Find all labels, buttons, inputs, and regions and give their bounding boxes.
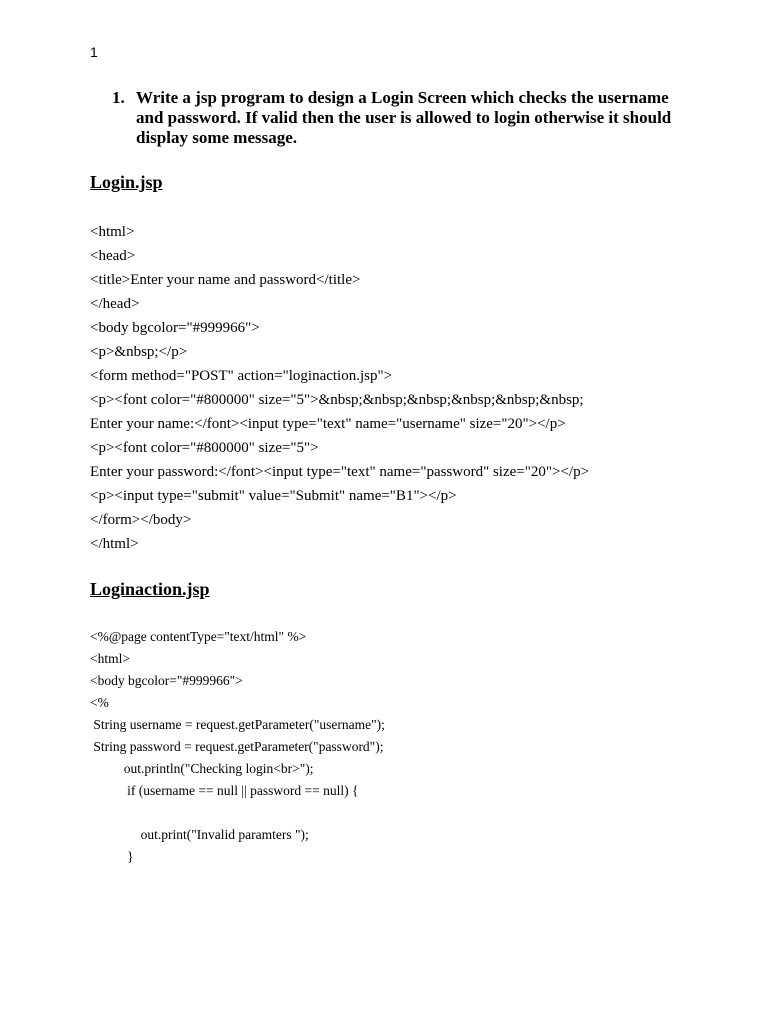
code-line: String username = request.getParameter("username");: [90, 717, 385, 732]
code-line: Enter your password:</font><input type="text" name="password" size="20"></p>: [90, 464, 590, 480]
code-line: }: [90, 849, 134, 864]
code-line: <body bgcolor="#999966">: [90, 673, 243, 688]
code-line: out.print("Invalid paramters ");: [90, 827, 309, 842]
section-heading-loginaction-jsp: Loginaction.jsp: [90, 579, 210, 599]
code-line: <html>: [90, 651, 130, 666]
code-line: <p><input type="submit" value="Submit" name="B1"></p>: [90, 488, 457, 504]
code-line: <head>: [90, 248, 136, 264]
code-line: <p><font color="#800000" size="5">: [90, 440, 319, 456]
code-line: </form></body>: [90, 512, 192, 528]
code-line: <title>Enter your name and password</title>: [90, 272, 361, 288]
code-line: out.println("Checking login<br>");: [90, 761, 314, 776]
code-line: <%@page contentType="text/html" %>: [90, 629, 307, 644]
code-block-login-jsp: [90, 220, 589, 556]
code-line: </html>: [90, 536, 139, 552]
code-line: <%: [90, 695, 109, 710]
code-line: String password = request.getParameter("password");: [90, 739, 384, 754]
code-line: if (username == null || password == null) {: [90, 783, 359, 798]
code-line: <form method="POST" action="loginaction.jsp">: [90, 368, 393, 384]
code-line: [90, 802, 385, 824]
question: [112, 88, 672, 148]
code-line: <html>: [90, 224, 135, 240]
code-line: <p><font color="#800000" size="5">&nbsp;&nbsp;&nbsp;&nbsp;&nbsp;&nbsp;: [90, 392, 584, 408]
question-text: Write a jsp program to design a Login Screen which checks the username and password. If valid then the user is allowed to login otherwise it should display some message.: [136, 88, 672, 147]
question-number: 1.: [112, 88, 125, 107]
code-line: Enter your name:</font><input type="text" name="username" size="20"></p>: [90, 416, 566, 432]
code-line: </head>: [90, 296, 140, 312]
code-line: <body bgcolor="#999966">: [90, 320, 260, 336]
code-block-loginaction-jsp: [90, 626, 385, 868]
page-number: 1: [90, 44, 98, 60]
section-heading-login-jsp: Login.jsp: [90, 172, 163, 192]
code-line: <p>&nbsp;</p>: [90, 344, 188, 360]
